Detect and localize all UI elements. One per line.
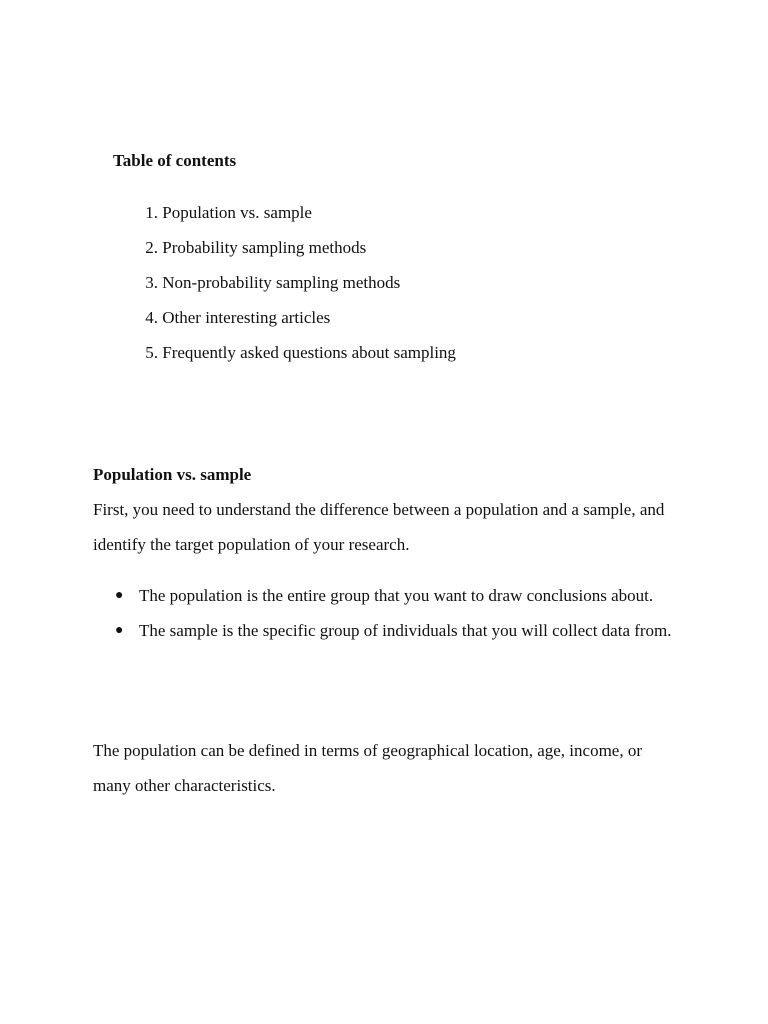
bullet-icon: ● [115, 623, 124, 638]
intro-paragraph: First, you need to understand the difference between a population and a sample, and identify the target population of your research. [93, 500, 665, 554]
toc-item [128, 307, 456, 342]
toc-list [128, 202, 456, 377]
toc-item-number: 2. [145, 238, 158, 257]
toc-item-text: Other interesting articles [162, 308, 331, 327]
bullet-text: The population is the entire group that you want to draw conclusions about. [139, 586, 654, 605]
toc-item-number: 5. [145, 343, 158, 362]
toc-item [128, 272, 456, 307]
toc-item-text: Population vs. sample [162, 203, 312, 222]
toc-item-number: 1. [145, 203, 158, 222]
bullet-list [113, 578, 673, 648]
section-heading: Population vs. sample [93, 465, 252, 484]
bullet-item [113, 613, 673, 648]
toc-item [128, 237, 456, 272]
toc-heading: Table of contents [113, 151, 237, 170]
toc-item [128, 202, 456, 237]
toc-item-number: 3. [145, 273, 158, 292]
bullet-icon: ● [115, 588, 124, 603]
toc-item [128, 342, 456, 377]
bullet-item [113, 578, 673, 613]
toc-item-text: Non-probability sampling methods [162, 273, 401, 292]
bullet-text: The sample is the specific group of individuals that you will collect data from. [139, 621, 672, 640]
toc-item-text: Probability sampling methods [162, 238, 367, 257]
closing-paragraph: The population can be defined in terms of geographical location, age, income, or many other characteristics. [93, 741, 642, 795]
toc-item-text: Frequently asked questions about sampling [162, 343, 456, 362]
toc-item-number: 4. [145, 308, 158, 327]
